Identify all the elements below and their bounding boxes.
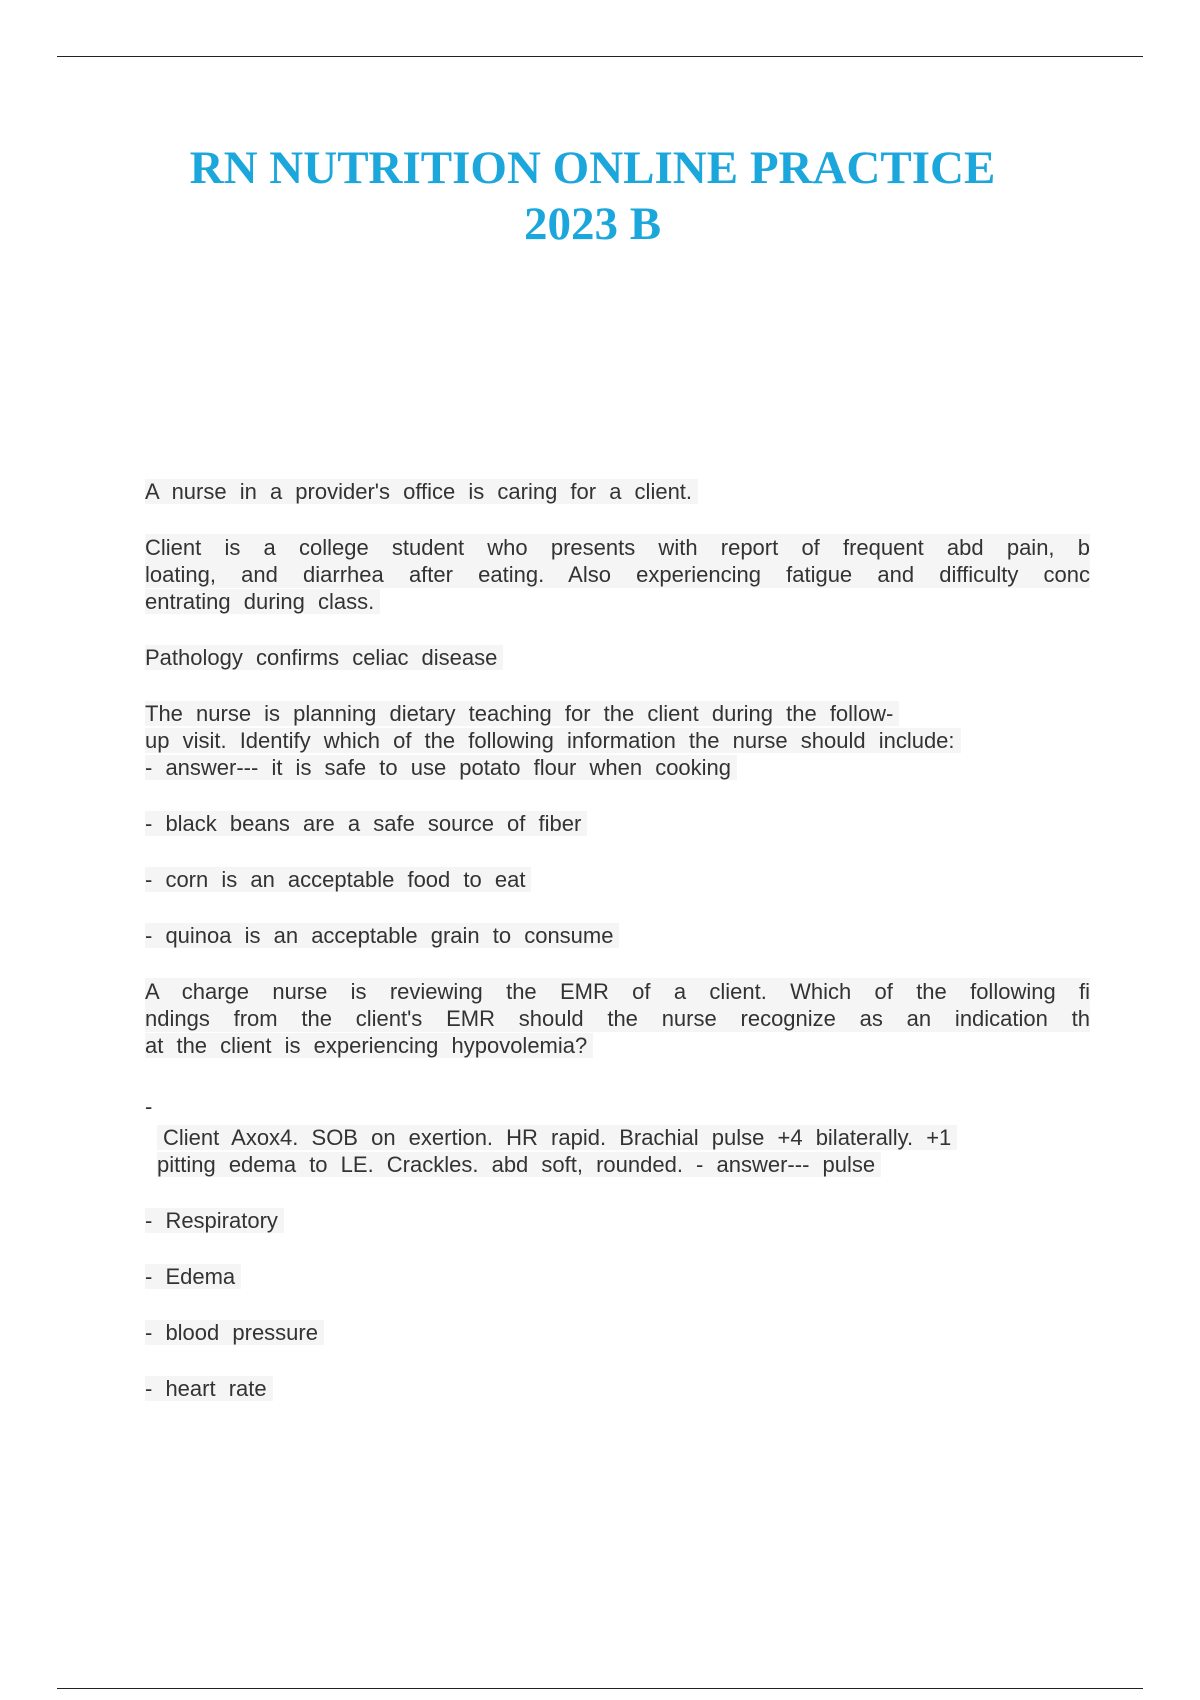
title-line-1: RN NUTRITION ONLINE PRACTICE (189, 142, 996, 194)
q2-prompt (145, 978, 1090, 1059)
q2-findings-line-1: Client Axox4. SOB on exertion. HR rapid. Brachial pulse +4 bilaterally. +1 (157, 1125, 957, 1150)
q2-findings (145, 1124, 1090, 1178)
q1-presentation (145, 534, 1090, 615)
q2-prompt-line-3: at the client is experiencing hypovolemia? (145, 1033, 593, 1058)
q1-presentation-line-3: entrating during class. (145, 589, 380, 614)
q2-option: - blood pressure (145, 1319, 1090, 1346)
document-title (150, 140, 1035, 252)
q1-option: - black beans are a safe source of fiber (145, 810, 1090, 837)
footer-rule (57, 1688, 1143, 1689)
q1-option: - quinoa is an acceptable grain to consume (145, 922, 1090, 949)
q1-presentation-line-2: loating, and diarrhea after eating. Also experiencing fatigue and difficulty conc (145, 562, 1090, 587)
q1-prompt-line-2: up visit. Identify which of the following information the nurse should include: (145, 728, 961, 753)
q2-option: - heart rate (145, 1375, 1090, 1402)
q2-option: - Edema (145, 1263, 1090, 1290)
q1-presentation-line-1: Client is a college student who presents with report of frequent abd pain, b (145, 535, 1090, 560)
q2-dash: - (145, 1094, 153, 1119)
q1-intro: A nurse in a provider's office is caring for a client. (145, 478, 1090, 505)
q1-answer: - answer--- it is safe to use potato flour when cooking (145, 755, 737, 780)
q2-prompt-line-1: A charge nurse is reviewing the EMR of a client. Which of the following fi (145, 979, 1090, 1004)
q2-findings-line-2: pitting edema to LE. Crackles. abd soft, rounded. - answer--- pulse (157, 1152, 881, 1177)
q1-prompt-line-1: The nurse is planning dietary teaching for the client during the follow- (145, 701, 899, 726)
header-rule (57, 56, 1143, 57)
q1-option: - corn is an acceptable food to eat (145, 866, 1090, 893)
q1-prompt (145, 700, 1090, 781)
title-line-2: 2023 B (523, 198, 662, 250)
q2-option: - Respiratory (145, 1207, 1090, 1234)
document-body (145, 478, 1090, 1431)
q1-pathology: Pathology confirms celiac disease (145, 644, 1090, 671)
q2-prompt-line-2: ndings from the client's EMR should the nurse recognize as an indication th (145, 1006, 1090, 1031)
